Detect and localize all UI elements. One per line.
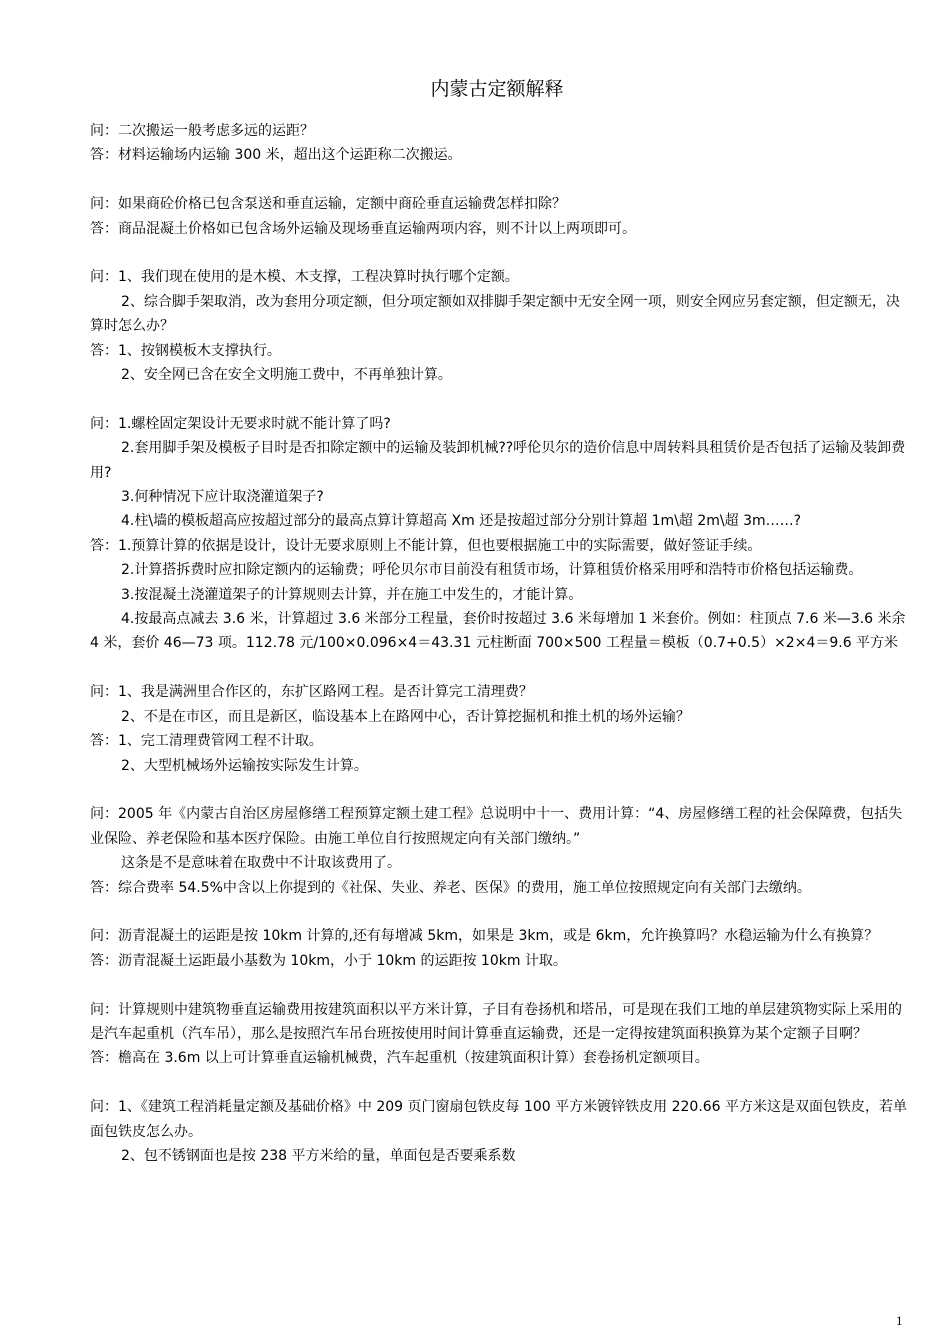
page-number: 1 xyxy=(896,1313,903,1328)
text-line: 答：1、完工清理费管网工程不计取。 xyxy=(90,733,323,750)
text-line: 答：综合费率 54.5%中含以上你提到的《社保、失业、养老、医保》的费用，施工单位按照规定向有关部门去缴纳。 xyxy=(90,879,811,896)
text-line: 2、大型机械场外运输按实际发生计算。 xyxy=(121,757,368,774)
text-line: 4.按最高点减去 3.6 米，计算超过 3.6 米部分工程量，套价时按超过 3.6 米每增加 1 米套价。例如：柱顶点 7.6 米—3.6 米余 4 米，套价 46—73 项。112.78 元/100×0.096×4＝43.31 元柱断面 700×500 工程量＝模板（0.7+0.5）×2×4＝9.6 平方米 xyxy=(90,611,906,652)
text-line: 问：1、《建筑工程消耗量定额及基础价格》中 209 页门窗扇包铁皮每 100 平方米镀锌铁皮用 220.66 平方米这是双面包铁皮，若单面包铁皮怎么办。 xyxy=(90,1099,908,1140)
text-line: 2、包不锈钢面也是按 238 平方米给的量，单面包是否要乘系数 xyxy=(121,1147,516,1164)
text-line: 问：如果商砼价格已包含泵送和垂直运输，定额中商砼垂直运输费怎样扣除？ xyxy=(90,196,566,213)
document-body xyxy=(90,119,910,1168)
text-line: 3.按混凝土浇灌道架子的计算规则去计算，并在施工中发生的，才能计算。 xyxy=(121,586,583,603)
blank-line xyxy=(90,168,910,192)
blank-line xyxy=(90,1071,910,1095)
text-line: 问：计算规则中建筑物垂直运输费用按建筑面积以平方米计算，子目有卷扬机和塔吊，可是现在我们工地的单层建筑物实际上采用的是汽车起重机（汽车吊），那么是按照汽车吊台班按使用时间计算垂直运输费，还是一定得按建筑面积换算为某个定额子目啊？ xyxy=(90,1001,902,1042)
text-line: 问：1、我是满洲里合作区的，东扩区路网工程。是否计算完工清理费？ xyxy=(90,684,533,701)
document-title: 内蒙古定额解释 xyxy=(430,78,564,100)
text-line: 2.套用脚手架及模板子目时是否扣除定额中的运输及装卸机械??呼伦贝尔的造价信息中周转料具租赁价是否包括了运输及装卸费用? xyxy=(90,440,906,481)
text-line: 答：商品混凝土价格如已包含场外运输及现场垂直运输两项内容，则不计以上两项即可。 xyxy=(90,220,636,237)
text-line: 问：2005 年《内蒙古自治区房屋修缮工程预算定额土建工程》总说明中十一、费用计算：“4、房屋修缮工程的社会保障费，包括失业保险、养老保险和基本医疗保险。由施工单位自行按照规定向有关部门缴纳。” xyxy=(90,806,903,847)
text-line: 4.柱\墙的模板超高应按超过部分的最高点算计算超高 Xm 还是按超过部分分别计算超 1m\超 2m\超 3m……? xyxy=(121,513,802,530)
blank-line xyxy=(90,241,910,265)
text-line: 问：沥青混凝土的运距是按 10km 计算的,还有每增减 5km，如果是 3km，或是 6km，允许换算吗？水稳运输为什么有换算？ xyxy=(90,928,879,945)
blank-line xyxy=(90,656,910,680)
text-line: 问：1、我们现在使用的是木模、木支撑，工程决算时执行哪个定额。 xyxy=(90,269,519,286)
blank-line xyxy=(90,973,910,997)
blank-line xyxy=(90,900,910,924)
text-line: 答：材料运输场内运输 300 米，超出这个运距称二次搬运。 xyxy=(90,147,462,164)
text-line: 2、综合脚手架取消，改为套用分项定额，但分项定额如双排脚手架定额中无安全网一项，则安全网应另套定额，但定额无，决算时怎么办？ xyxy=(90,293,900,335)
text-line: 答：1、按钢模板木支撑执行。 xyxy=(90,342,281,359)
text-line: 问：二次搬运一般考虑多远的运距？ xyxy=(90,123,314,139)
text-line: 答：沥青混凝土运距最小基数为 10km，小于 10km 的运距按 10km 计取。 xyxy=(90,952,567,969)
text-line: 2、不是在市区，而且是新区，临设基本上在路网中心，否计算挖掘机和推土机的场外运输？ xyxy=(121,708,690,725)
text-line: 3.何种情况下应计取浇灌道架子? xyxy=(121,489,324,506)
text-line: 答：1.预算计算的依据是设计，设计无要求原则上不能计算，但也要根据施工中的实际需要，做好签证手续。 xyxy=(90,537,762,554)
text-line: 2.计算搭拆费时应扣除定额内的运输费；呼伦贝尔市目前没有租赁市场，计算租赁价格采用呼和浩特市价格包括运输费。 xyxy=(121,562,863,579)
blank-line xyxy=(90,778,910,802)
text-line: 2、安全网已含在安全文明施工费中，不再单独计算。 xyxy=(121,367,452,384)
text-line: 答：檐高在 3.6m 以上可计算垂直运输机械费，汽车起重机（按建筑面积计算）套卷扬机定额项目。 xyxy=(90,1050,709,1067)
text-line: 问：1.螺栓固定架设计无要求时就不能计算了吗? xyxy=(90,415,391,432)
blank-line xyxy=(90,387,910,411)
text-line: 这条是不是意味着在取费中不计取该费用了。 xyxy=(121,855,401,872)
